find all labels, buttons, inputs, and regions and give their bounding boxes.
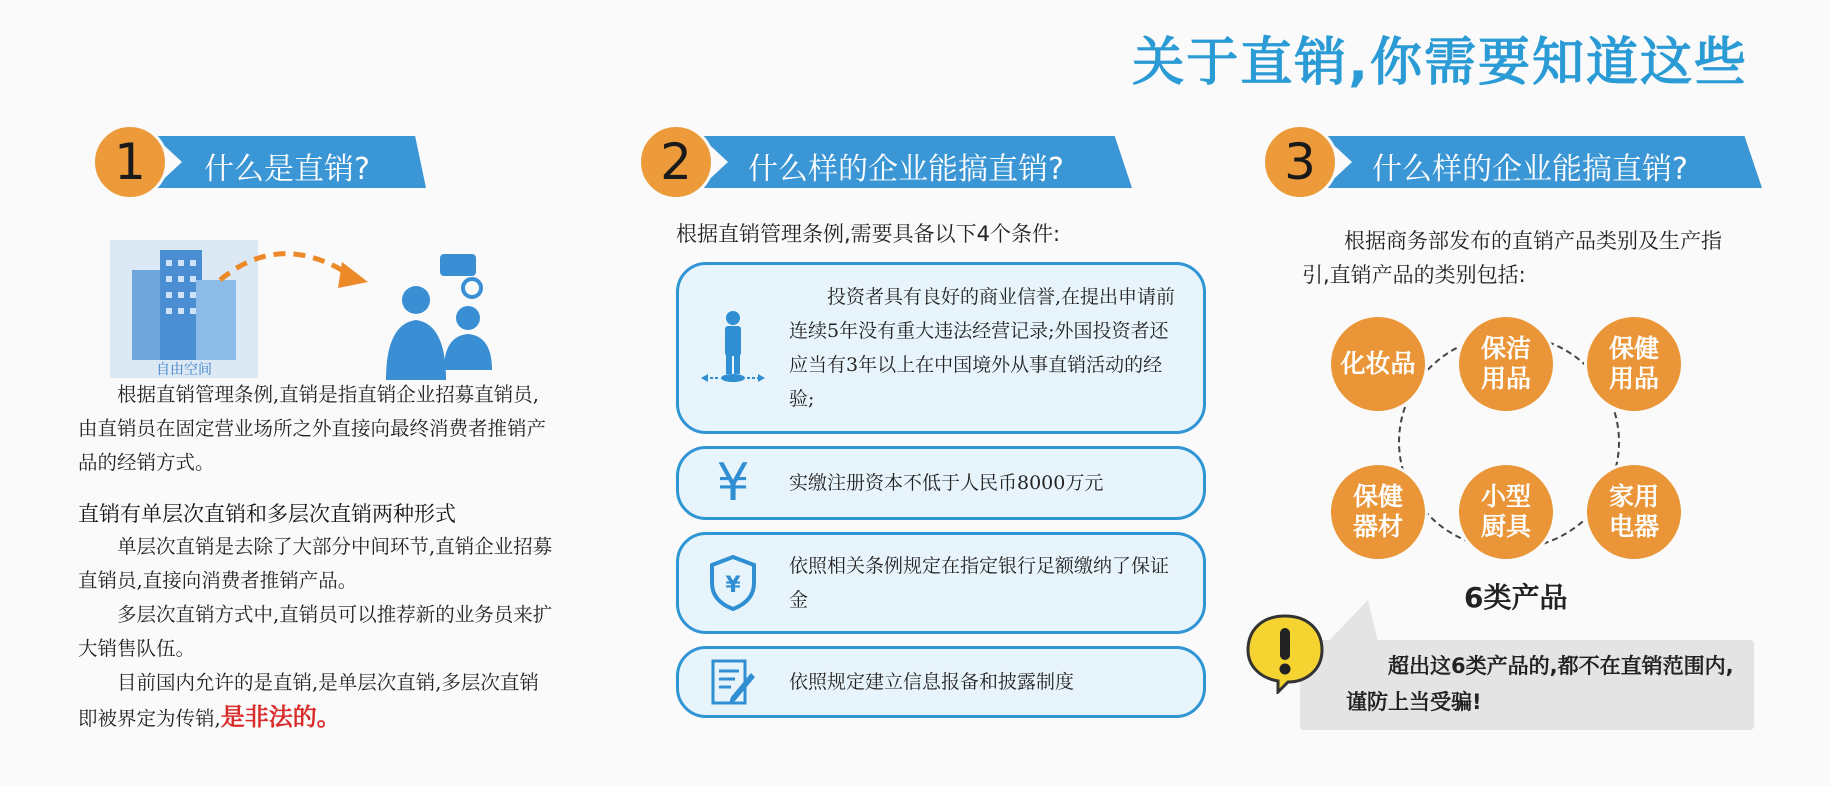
illustration-label: 自由空间 <box>156 362 212 378</box>
multi-level-paragraph: 多层次直销方式中,直销员可以推荐新的业务员来扩大销售队伍。 <box>78 603 553 660</box>
shield-yen-icon <box>701 551 765 615</box>
section-2-title: 什么样的企业能搞直销? <box>748 152 1064 187</box>
product-circle <box>1584 462 1684 562</box>
condition-text: 实缴注册资本不低于人民币8000万元 <box>789 472 1104 494</box>
direct-selling-definition: 根据直销管理条例,直销是指直销企业招募直销员,由直销员在固定营业场所之外直接向最终消费者推销产品的经销方式。 <box>78 383 547 474</box>
people-icon <box>386 254 492 380</box>
direct-selling-forms-heading: 直销有单层次直销和多层次直销两种形式 <box>78 502 456 526</box>
section-2-number: 2 <box>638 124 714 200</box>
illegal-emphasis: 是非法的。 <box>220 703 341 731</box>
section-3-title: 什么样的企业能搞直销? <box>1372 152 1688 187</box>
condition-text: 依照规定建立信息报备和披露制度 <box>789 671 1075 693</box>
svg-text:¥: ¥ <box>725 573 741 598</box>
single-level-paragraph: 单层次直销是去除了大部分中间环节,直销企业招募直销员,直接向消费者推销产品。 <box>78 535 553 592</box>
section-1-number: 1 <box>92 124 168 200</box>
exclamation-icon <box>1244 612 1326 694</box>
product-circle <box>1456 462 1556 562</box>
section-3-header <box>1262 124 1762 204</box>
product-label: 保健器材 <box>1352 482 1403 541</box>
condition-text: 投资者具有良好的商业信誉,在提出申请前连续5年没有重大违法经营记录;外国投资者还应当有3年以上在中国境外从事直销活动的经验; <box>789 286 1176 410</box>
yen-icon: ¥ <box>716 453 750 513</box>
document-edit-icon <box>701 650 765 714</box>
conditions-intro: 根据直销管理条例,需要具备以下4个条件: <box>676 222 1061 246</box>
legal-status-paragraph <box>78 666 558 736</box>
condition-card <box>676 262 1206 434</box>
section-1-header <box>92 124 432 204</box>
product-label: 保健用品 <box>1608 334 1659 393</box>
section-2-header <box>638 124 1138 204</box>
product-circle <box>1456 314 1556 414</box>
products-intro: 根据商务部发布的直销产品类别及生产指引,直销产品的类别包括: <box>1302 229 1722 287</box>
condition-card <box>676 446 1206 520</box>
person-arrows-icon <box>701 316 765 380</box>
condition-card <box>676 532 1206 634</box>
section-1-title: 什么是直销? <box>204 152 370 187</box>
warning-text: 超出这6类产品的,都不在直销范围内,谨防上当受骗! <box>1346 654 1734 714</box>
product-circle: 化妆品 <box>1328 314 1428 414</box>
product-label: 小型厨具 <box>1480 482 1531 541</box>
condition-text: 依照相关条例规定在指定银行足额缴纳了保证金 <box>789 555 1170 611</box>
product-label: 保洁用品 <box>1480 334 1531 393</box>
page-title: 关于直销,你需要知道这些 <box>1132 33 1748 93</box>
legal-status-text: 目前国内允许的是直销,是单层次直销,多层次直销即被界定为传销, <box>78 671 539 730</box>
section-3-number: 3 <box>1262 124 1338 200</box>
product-count-label: 6类产品 <box>1464 581 1568 614</box>
building-to-person-illustration <box>110 240 510 380</box>
product-circle <box>1584 314 1684 414</box>
product-label: 家用电器 <box>1608 482 1659 541</box>
product-circle <box>1328 462 1428 562</box>
building-icon <box>110 240 258 378</box>
condition-card <box>676 646 1206 718</box>
